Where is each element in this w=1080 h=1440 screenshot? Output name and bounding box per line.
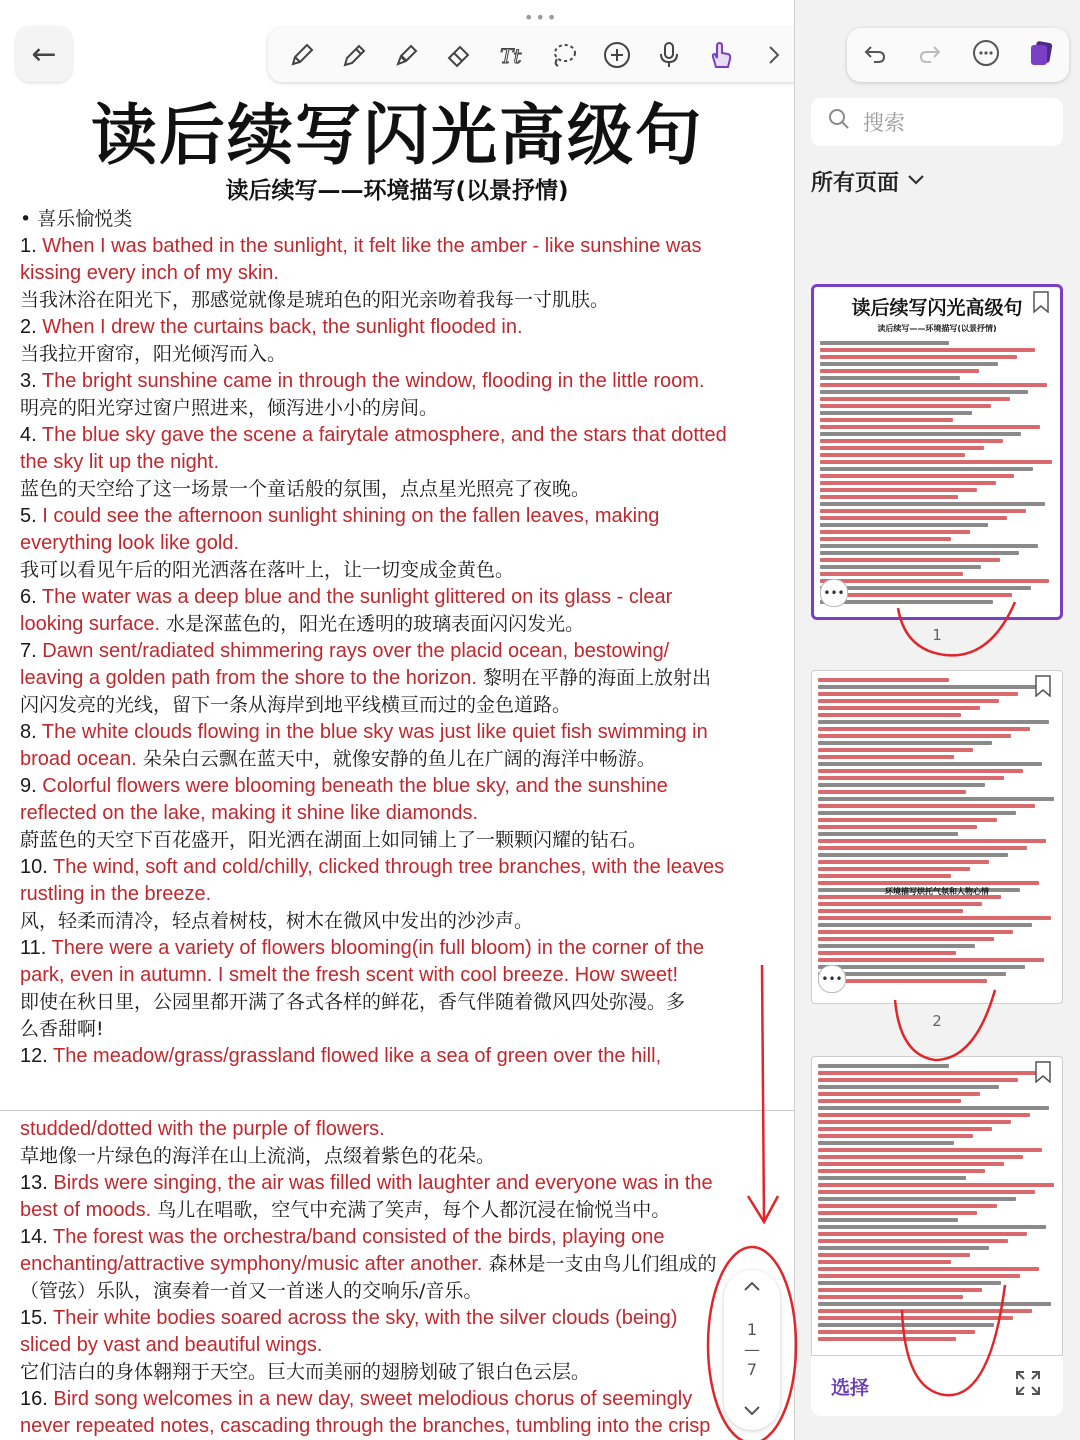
thumbnail-line bbox=[818, 734, 1011, 738]
english-sentence: rustling in the breeze. bbox=[20, 883, 212, 905]
highlighter-icon[interactable] bbox=[387, 35, 427, 75]
text-line bbox=[20, 1116, 780, 1143]
thumbnail-page-number: 2 bbox=[932, 1012, 942, 1030]
item-number: 15. bbox=[20, 1307, 48, 1329]
thumbnail-line bbox=[818, 951, 956, 955]
text-line bbox=[20, 1170, 780, 1197]
chinese-translation: 森林是一支由鸟儿们组成的 bbox=[482, 1253, 717, 1275]
bookmark-icon[interactable] bbox=[1034, 1061, 1052, 1083]
text-line bbox=[20, 395, 780, 422]
english-sentence: Bird song welcomes in a new day, sweet melodious chorus of seemingly bbox=[53, 1388, 693, 1410]
thumbnail-line bbox=[820, 523, 988, 527]
thumbnail-line bbox=[820, 439, 1003, 443]
thumbnail-line bbox=[818, 762, 1042, 766]
chinese-translation: 蓝色的天空给了这一场景一个童话般的氛围，点点星光照亮了夜晚。 bbox=[20, 478, 591, 500]
thumbnail-line bbox=[818, 1323, 994, 1327]
thumbnail-line bbox=[820, 502, 1045, 506]
thumbnail-line bbox=[818, 1302, 1051, 1306]
thumbnail-line bbox=[818, 1120, 1011, 1124]
search-input[interactable] bbox=[811, 98, 1063, 146]
thumbnail-line bbox=[818, 902, 982, 906]
pencil-icon[interactable] bbox=[335, 35, 375, 75]
thumbnail-line bbox=[820, 579, 1049, 583]
text-line bbox=[20, 368, 780, 395]
english-sentence: Their white bodies soared across the sky, with the silver clouds (being) bbox=[53, 1307, 678, 1329]
thumbnail-line bbox=[818, 916, 1051, 920]
text-line bbox=[20, 854, 780, 881]
page-2-content bbox=[20, 1116, 780, 1440]
english-sentence: When I drew the curtains back, the sunlight flooded in. bbox=[42, 316, 523, 338]
chinese-translation: 风，轻柔而清冷，轻点着树枝，树木在微风中发出的沙沙声。 bbox=[20, 910, 534, 932]
thumbnail-line bbox=[820, 362, 998, 366]
document-subtitle: 读后续写——环境描写(以景抒情) bbox=[225, 178, 569, 204]
thumbnail-line bbox=[818, 783, 985, 787]
thumbnail-line bbox=[820, 446, 984, 450]
text-line bbox=[20, 1332, 780, 1359]
panel-bottom-bar bbox=[811, 1356, 1063, 1416]
english-sentence: Birds were singing, the air was filled with laughter and everyone was in the bbox=[53, 1172, 713, 1194]
page-number-display bbox=[744, 1320, 760, 1380]
thumbnail-line bbox=[818, 853, 1008, 857]
page-indicator[interactable] bbox=[724, 1270, 780, 1430]
thumbnail-line bbox=[820, 404, 991, 408]
pen-icon[interactable] bbox=[282, 35, 322, 75]
text-line bbox=[20, 1016, 780, 1043]
thumbnail-line bbox=[818, 755, 954, 759]
page-divider bbox=[0, 1110, 794, 1111]
thumbnail-text-preview bbox=[814, 334, 1060, 611]
english-sentence: The white clouds flowing in the blue sky was just like quiet fish swimming in bbox=[41, 721, 708, 743]
chinese-translation: （管弦）乐队，演奏着一首又一首迷人的交响乐/音乐。 bbox=[20, 1280, 483, 1302]
english-sentence: There were a variety of flowers blooming(in full bloom) in the corner of the bbox=[51, 937, 705, 959]
item-number: 12. bbox=[20, 1045, 48, 1067]
microphone-icon[interactable] bbox=[649, 35, 689, 75]
item-number: 10. bbox=[20, 856, 48, 878]
english-sentence: studded/dotted with the purple of flowers. bbox=[20, 1118, 385, 1140]
thumbnail-line bbox=[818, 790, 966, 794]
item-number: 8. bbox=[20, 721, 37, 743]
thumbnail-line bbox=[820, 516, 1007, 520]
redo-icon[interactable] bbox=[915, 38, 945, 72]
item-number: 1. bbox=[20, 235, 37, 257]
thumbnail-line bbox=[820, 474, 1014, 478]
thumbnail-line bbox=[818, 685, 1037, 689]
item-number: 13. bbox=[20, 1172, 48, 1194]
item-number: 2. bbox=[20, 316, 37, 338]
thumbnail-line bbox=[818, 930, 1013, 934]
search-placeholder: 搜索 bbox=[863, 111, 905, 135]
english-sentence: The bright sunshine came in through the window, flooding in the little room. bbox=[41, 370, 705, 392]
lasso-icon[interactable] bbox=[544, 35, 584, 75]
english-sentence: The blue sky gave the scene a fairytale atmosphere, and the stars that dotted bbox=[41, 424, 727, 446]
thumbnail-line bbox=[818, 923, 1032, 927]
text-line bbox=[20, 1278, 780, 1305]
thumbnail-line bbox=[818, 769, 1023, 773]
thumbnail-line bbox=[820, 551, 1019, 555]
thumbnail-line bbox=[818, 839, 1046, 843]
english-sentence: everything look like gold. bbox=[20, 532, 240, 554]
thumbnail-line bbox=[818, 825, 977, 829]
thumbnail-line bbox=[820, 460, 1052, 464]
thumbnail-line bbox=[818, 776, 1004, 780]
english-sentence: The wind, soft and cold/chilly, clicked through tree branches, with the leaves bbox=[53, 856, 725, 878]
english-sentence: The meadow/grass/grassland flowed like a sea of green over the hill, bbox=[53, 1045, 662, 1067]
chevron-down-icon bbox=[905, 169, 927, 194]
chinese-translation: 朵朵白云飘在蓝天中，就像安静的鱼儿在广阔的海洋中畅游。 bbox=[136, 748, 656, 770]
thumbnail-line bbox=[820, 383, 1047, 387]
right-toolbar bbox=[847, 28, 1069, 82]
text-line bbox=[20, 800, 780, 827]
english-sentence: When I was bathed in the sunlight, it felt like the amber - like sunshine was bbox=[42, 235, 702, 257]
thumbnail-line bbox=[818, 1134, 973, 1138]
thumbnail-line bbox=[820, 544, 1038, 548]
thumbnail-line bbox=[818, 1267, 1039, 1271]
bookmark-icon[interactable] bbox=[1032, 291, 1050, 313]
pages-icon[interactable] bbox=[1026, 38, 1056, 72]
chinese-translation: 明亮的阳光穿过窗户照进来，倾泻进小小的房间。 bbox=[20, 397, 439, 419]
text-line bbox=[20, 1413, 780, 1440]
thumbnail-line bbox=[818, 881, 1039, 885]
thumbnail-line bbox=[820, 572, 963, 576]
thumbnail-line bbox=[818, 706, 980, 710]
thumbnail-line bbox=[820, 348, 1035, 352]
thumbnail-subtitle: 环境描写烘托气氛和人物心情 bbox=[885, 887, 989, 896]
thumbnail-line bbox=[818, 958, 1044, 962]
text-line bbox=[20, 962, 780, 989]
thumbnail-line bbox=[818, 1099, 961, 1103]
english-sentence: never repeated notes, cascading through the branches, tumbling into the crisp bbox=[20, 1415, 711, 1437]
item-number: 7. bbox=[20, 640, 37, 662]
thumbnail-line bbox=[818, 874, 951, 878]
thumbnail-line bbox=[818, 1309, 1032, 1313]
drawing-toolbar bbox=[268, 28, 794, 82]
text-line bbox=[20, 881, 780, 908]
text-line bbox=[20, 908, 780, 935]
english-sentence: The forest was the orchestra/band consisted of the birds, playing one bbox=[53, 1226, 665, 1248]
pages-panel bbox=[794, 0, 1080, 1440]
thumbnail-line bbox=[820, 467, 1033, 471]
text-line bbox=[20, 530, 780, 557]
back-button[interactable] bbox=[16, 26, 72, 82]
text-line bbox=[20, 638, 780, 665]
text-line bbox=[20, 692, 780, 719]
thumbnail-line bbox=[818, 1141, 954, 1145]
thumbnail-line bbox=[818, 1197, 1016, 1201]
thumbnail-line bbox=[818, 965, 1025, 969]
thumbnail-more-icon[interactable]: ••• bbox=[818, 965, 846, 993]
english-sentence: I could see the afternoon sunlight shining on the fallen leaves, making bbox=[42, 505, 660, 527]
text-line bbox=[20, 1359, 780, 1386]
item-number: 16. bbox=[20, 1388, 48, 1410]
english-sentence: reflected on the lake, making it shine like diamonds. bbox=[20, 802, 479, 824]
item-number: 14. bbox=[20, 1226, 48, 1248]
thumbnail-line bbox=[818, 1106, 1049, 1110]
thumbnail-line bbox=[818, 699, 999, 703]
text-icon[interactable] bbox=[492, 35, 532, 75]
text-line bbox=[20, 314, 780, 341]
search-icon bbox=[827, 107, 851, 137]
total-page-number: 7 bbox=[746, 1360, 758, 1379]
undo-icon[interactable] bbox=[860, 38, 890, 72]
multitask-dots-icon[interactable]: ••• bbox=[524, 8, 559, 27]
english-sentence: enchanting/attractive symphony/music after another. bbox=[20, 1253, 483, 1275]
english-sentence: broad ocean. bbox=[20, 748, 137, 770]
text-line bbox=[20, 233, 780, 260]
document-title: 读后续写闪光高级句 bbox=[91, 97, 703, 174]
thumbnail-line bbox=[818, 797, 1054, 801]
chinese-translation: 即使在秋日里，公园里都开满了各式各样的鲜花，香气伴随着微风四处弥漫。多 bbox=[20, 991, 686, 1013]
thumbnail-line bbox=[818, 1071, 1037, 1075]
page-thumbnail-3[interactable] bbox=[811, 1056, 1063, 1356]
text-line bbox=[20, 584, 780, 611]
thumbnail-line bbox=[818, 1288, 982, 1292]
chinese-translation: 闪闪发亮的光线，留下一条从海岸到地平线横亘而过的金色道路。 bbox=[20, 694, 572, 716]
item-number: 11. bbox=[20, 937, 47, 959]
chinese-translation: 么香甜啊! bbox=[20, 1018, 104, 1040]
thumbnail-line bbox=[818, 1127, 992, 1131]
thumbnail-line bbox=[820, 390, 1028, 394]
thumbnail-line bbox=[818, 972, 1006, 976]
thumbnail-line bbox=[818, 1211, 977, 1215]
thumbnail-line bbox=[818, 1330, 975, 1334]
chinese-translation: 我可以看见午后的阳光洒落在落叶上，让一切变成金黄色。 bbox=[20, 559, 515, 581]
item-number: 9. bbox=[20, 775, 37, 797]
thumbnail-line bbox=[820, 355, 1017, 359]
thumbnail-line bbox=[820, 537, 951, 541]
thumbnail-more-icon[interactable]: ••• bbox=[820, 579, 848, 607]
thumbnail-line bbox=[820, 495, 958, 499]
text-line bbox=[20, 476, 780, 503]
thumbnail-page-number: 1 bbox=[932, 626, 942, 644]
item-number: 4. bbox=[20, 424, 37, 446]
thumbnail-line bbox=[818, 1337, 956, 1341]
back-arrow-icon: ← bbox=[31, 36, 57, 72]
thumbnail-line bbox=[818, 720, 1049, 724]
chinese-translation: 鸟儿在唱歌，空气中充满了笑声，每个人都沉浸在愉悦当中。 bbox=[151, 1199, 671, 1221]
thumbnail-line bbox=[818, 1239, 1008, 1243]
text-line bbox=[20, 1043, 780, 1070]
text-line bbox=[20, 503, 780, 530]
thumbnail-line bbox=[818, 1155, 1023, 1159]
thumbnail-line bbox=[820, 369, 979, 373]
thumbnail-line bbox=[818, 678, 949, 682]
text-line bbox=[20, 1386, 780, 1413]
thumbnail-line bbox=[818, 1204, 997, 1208]
thumbnail-text-preview bbox=[812, 1057, 1062, 1348]
thumbnail-line bbox=[818, 1218, 958, 1222]
page-1-content bbox=[20, 206, 780, 1070]
thumbnail-line bbox=[820, 593, 1012, 597]
thumbnail-title: 读后续写闪光高级句 bbox=[851, 297, 1023, 319]
thumbnail-line bbox=[820, 411, 972, 415]
thumbnail-line bbox=[820, 586, 1031, 590]
thumbnail-line bbox=[820, 481, 996, 485]
current-page-number: 1 bbox=[746, 1320, 758, 1339]
page-thumbnail-1[interactable] bbox=[811, 284, 1063, 620]
thumbnail-line bbox=[820, 376, 960, 380]
text-line bbox=[20, 719, 780, 746]
item-number: 5. bbox=[20, 505, 37, 527]
thumbnail-line bbox=[820, 509, 1026, 513]
thumbnail-line bbox=[818, 860, 989, 864]
thumbnail-line bbox=[820, 488, 977, 492]
text-line bbox=[20, 1197, 780, 1224]
chinese-translation: 当我拉开窗帘，阳光倾泻而入。 bbox=[20, 343, 287, 365]
chinese-translation: 水是深蓝色的，阳光在透明的玻璃表面闪闪发光。 bbox=[160, 613, 585, 635]
thumbnail-line bbox=[818, 1064, 949, 1068]
text-line bbox=[20, 1305, 780, 1332]
english-sentence: sliced by vast and beautiful wings. bbox=[20, 1334, 323, 1356]
thumbnail-line bbox=[820, 341, 949, 345]
english-sentence: Colorful flowers were blooming beneath the blue sky, and the sunshine bbox=[42, 775, 668, 797]
thumbnail-line bbox=[818, 909, 963, 913]
item-number: 3. bbox=[20, 370, 37, 392]
thumbnail-line bbox=[818, 1295, 963, 1299]
add-icon[interactable] bbox=[597, 35, 637, 75]
thumbnail-line bbox=[818, 727, 1030, 731]
text-line bbox=[20, 1143, 780, 1170]
thumbnail-text-preview bbox=[812, 671, 1062, 990]
thumbnail-line bbox=[818, 713, 961, 717]
thumbnail-line bbox=[820, 453, 965, 457]
thumbnail-line bbox=[820, 558, 1000, 562]
english-sentence: Dawn sent/radiated shimmering rays over the placid ocean, bestowing/ bbox=[42, 640, 670, 662]
text-line bbox=[20, 341, 780, 368]
thumbnail-line bbox=[820, 418, 953, 422]
text-line bbox=[20, 449, 780, 476]
english-sentence: park, even in autumn. I smelt the fresh scent with cool breeze. How sweet! bbox=[20, 964, 679, 986]
thumbnail-line bbox=[820, 425, 1040, 429]
thumbnail-line bbox=[818, 1190, 1035, 1194]
page-thumbnail-2[interactable] bbox=[811, 670, 1063, 1004]
select-button[interactable]: 选择 bbox=[831, 1376, 870, 1399]
thumbnail-line bbox=[818, 811, 1016, 815]
thumbnail-subtitle: 读后续写——环境描写(以景抒情) bbox=[877, 324, 997, 333]
text-line bbox=[20, 1224, 780, 1251]
chinese-translation: 它们洁白的身体翱翔于天空。巨大而美丽的翅膀划破了银白色云层。 bbox=[20, 1361, 591, 1383]
text-line bbox=[20, 287, 780, 314]
english-sentence: best of moods. bbox=[20, 1199, 152, 1221]
thumbnail-line bbox=[818, 692, 1018, 696]
page-number-divider: — bbox=[744, 1340, 760, 1359]
english-sentence: looking surface. bbox=[20, 613, 161, 635]
thumbnail-line bbox=[818, 1113, 1030, 1117]
thumbnail-line bbox=[818, 1316, 1013, 1320]
english-sentence: The water was a deep blue and the sunlight glittered on its glass - clear bbox=[41, 586, 673, 608]
chinese-translation: 蔚蓝色的天空下百花盛开，阳光洒在湖面上如同铺上了一颗颗闪耀的钻石。 bbox=[20, 829, 648, 851]
thumbnail-line bbox=[818, 937, 994, 941]
text-line bbox=[20, 260, 780, 287]
thumbnail-line bbox=[820, 565, 981, 569]
thumbnail-line bbox=[818, 1078, 1018, 1082]
thumbnail-line bbox=[818, 804, 1035, 808]
thumbnail-line bbox=[818, 1260, 951, 1264]
chinese-translation: 草地像一片绿色的海洋在山上流淌，点缀着紫色的花朵。 bbox=[20, 1145, 496, 1167]
text-line bbox=[20, 1251, 780, 1278]
thumbnail-line bbox=[818, 1148, 1042, 1152]
svg-text:Tt: Tt bbox=[499, 44, 522, 68]
thumbnail-line bbox=[820, 397, 1010, 401]
chinese-translation: 黎明在平静的海面上放射出 bbox=[476, 667, 712, 689]
chinese-translation: • 喜乐愉悦类 bbox=[20, 208, 133, 230]
thumbnail-line bbox=[818, 867, 970, 871]
thumbnail-line bbox=[818, 1183, 1054, 1187]
text-line bbox=[20, 611, 780, 638]
english-sentence: the sky lit up the night. bbox=[20, 451, 220, 473]
thumbnail-line bbox=[818, 832, 958, 836]
thumbnail-line bbox=[818, 846, 1027, 850]
touch-gesture-icon[interactable] bbox=[701, 35, 741, 75]
chinese-translation: 当我沐浴在阳光下，那感觉就像是琥珀色的阳光亲吻着我每一寸肌肤。 bbox=[20, 289, 610, 311]
thumbnail-line bbox=[818, 1176, 966, 1180]
thumbnail-line bbox=[818, 1169, 985, 1173]
thumbnail-line bbox=[818, 818, 997, 822]
thumbnail-line bbox=[820, 530, 970, 534]
page-down-icon[interactable] bbox=[742, 1403, 762, 1422]
pages-filter-dropdown[interactable] bbox=[811, 166, 927, 197]
english-sentence: leaving a golden path from the shore to the horizon. bbox=[20, 667, 477, 689]
english-sentence: kissing every inch of my skin. bbox=[20, 262, 279, 284]
thumbnail-line bbox=[818, 1162, 1004, 1166]
text-line bbox=[20, 557, 780, 584]
expand-icon[interactable] bbox=[1013, 1368, 1043, 1404]
more-icon[interactable] bbox=[971, 38, 1001, 72]
chevron-right-icon[interactable] bbox=[754, 35, 794, 75]
thumbnail-line bbox=[818, 748, 973, 752]
filter-label: 所有页面 bbox=[811, 171, 900, 196]
thumbnail-line bbox=[818, 1085, 999, 1089]
text-line bbox=[20, 935, 780, 962]
bookmark-icon[interactable] bbox=[1034, 675, 1052, 697]
thumbnail-line bbox=[818, 1274, 1020, 1278]
thumbnail-line bbox=[818, 1225, 1046, 1229]
text-line bbox=[20, 665, 780, 692]
text-line bbox=[20, 206, 780, 233]
thumbnail-line bbox=[818, 1092, 980, 1096]
thumbnail-line bbox=[818, 944, 975, 948]
page-up-icon[interactable] bbox=[742, 1278, 762, 1297]
eraser-icon[interactable] bbox=[439, 35, 479, 75]
thumbnail-line bbox=[820, 432, 1021, 436]
text-line bbox=[20, 746, 780, 773]
text-line bbox=[20, 827, 780, 854]
thumbnail-line bbox=[818, 1281, 1001, 1285]
text-line bbox=[20, 773, 780, 800]
item-number: 6. bbox=[20, 586, 37, 608]
thumbnail-line bbox=[818, 1246, 989, 1250]
thumbnail-line bbox=[818, 741, 992, 745]
text-line bbox=[20, 989, 780, 1016]
thumbnail-line bbox=[818, 1232, 1027, 1236]
thumbnail-line bbox=[818, 1253, 970, 1257]
text-line bbox=[20, 422, 780, 449]
